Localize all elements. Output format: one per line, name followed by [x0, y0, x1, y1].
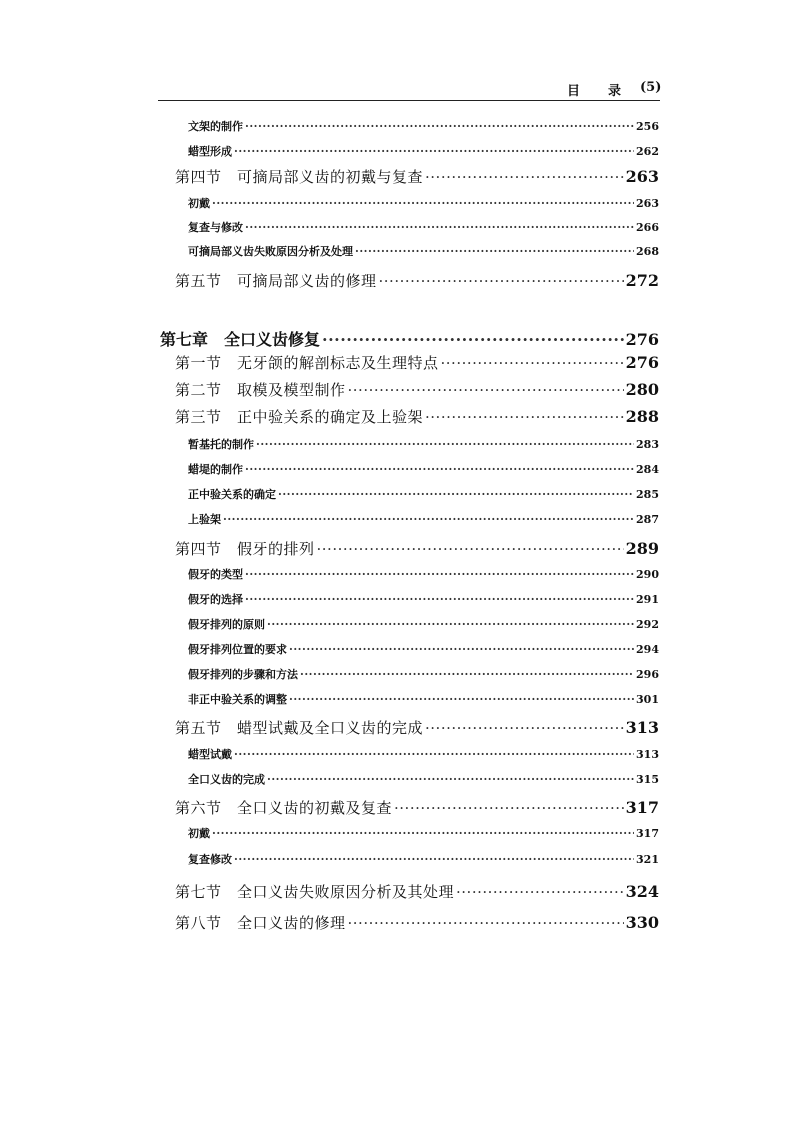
- toc-subsection-entry: [188, 566, 659, 582]
- toc-entry-title: 复查与修改: [188, 221, 243, 234]
- toc-entry-title: 上验架: [188, 513, 221, 526]
- toc-dot-leader: [348, 381, 624, 399]
- toc-dot-leader: [394, 799, 624, 817]
- toc-section-entry: [175, 270, 659, 291]
- toc-subsection-entry: [188, 143, 659, 159]
- toc-subsection-entry: [188, 616, 659, 632]
- toc-entry-page-number: 321: [636, 853, 659, 866]
- toc-entry-title: 第二节 取模及模型制作: [175, 381, 346, 399]
- toc-subsection-entry: [188, 825, 659, 841]
- toc-dot-leader: [355, 245, 634, 258]
- toc-entry-title: 假牙排列的步骤和方法: [188, 668, 298, 681]
- toc-entry-page-number: 296: [636, 668, 659, 681]
- toc-entry-title: 全口义齿的完成: [188, 773, 265, 786]
- toc-entry-page-number: 287: [636, 513, 659, 526]
- toc-entry-page-number: 285: [636, 488, 659, 501]
- toc-entry-title: 正中验关系的确定: [188, 488, 276, 501]
- toc-entry-page-number: 263: [625, 167, 659, 186]
- toc-entry-page-number: 301: [636, 693, 659, 706]
- toc-dot-leader: [379, 272, 624, 290]
- toc-subsection-entry: [188, 195, 659, 211]
- toc-entry-title: 蜡型试戴: [188, 748, 232, 761]
- toc-dot-leader: [223, 513, 634, 526]
- toc-dot-leader: [278, 488, 634, 501]
- toc-entry-page-number: 272: [625, 271, 659, 290]
- toc-entry-page-number: 288: [625, 407, 659, 426]
- toc-entry-title: 第三节 正中验关系的确定及上验架: [175, 408, 424, 426]
- toc-entry-page-number: 290: [636, 568, 659, 581]
- toc-dot-leader: [456, 883, 624, 901]
- toc-entry-page-number: 294: [636, 643, 659, 656]
- toc-dot-leader: [267, 618, 634, 631]
- toc-entry-page-number: 292: [636, 618, 659, 631]
- toc-section-entry: [175, 166, 659, 187]
- toc-entry-page-number: 313: [625, 718, 659, 737]
- toc-entry-page-number: 280: [625, 380, 659, 399]
- toc-entry-title: 假牙的选择: [188, 593, 243, 606]
- toc-subsection-entry: [188, 486, 659, 502]
- toc-section-entry: [175, 379, 659, 400]
- toc-entry-page-number: 317: [625, 798, 659, 817]
- toc-entry-page-number: 289: [625, 539, 659, 558]
- toc-entry-title: 第五节 可摘局部义齿的修理: [175, 272, 377, 290]
- toc-dot-leader: [245, 120, 634, 133]
- toc-entry-page-number: 262: [636, 145, 659, 158]
- toc-entry-page-number: 291: [636, 593, 659, 606]
- toc-section-entry: [175, 406, 659, 427]
- toc-subsection-entry: [188, 243, 659, 259]
- toc-section-entry: [175, 352, 659, 373]
- toc-entry-title: 第一节 无牙颌的解剖标志及生理特点: [175, 354, 439, 372]
- toc-entry-page-number: 313: [636, 748, 659, 761]
- toc-dot-leader: [289, 643, 634, 656]
- toc-dot-leader: [441, 354, 624, 372]
- toc-subsection-entry: [188, 641, 659, 657]
- toc-subsection-entry: [188, 666, 659, 682]
- toc-dot-leader: [245, 568, 634, 581]
- toc-entry-page-number: 324: [625, 882, 659, 901]
- toc-section-entry: [175, 538, 659, 559]
- toc-subsection-entry: [188, 691, 659, 707]
- toc-dot-leader: [212, 827, 634, 840]
- toc-entry-title: 第六节 全口义齿的初戴及复查: [175, 799, 393, 817]
- toc-subsection-entry: [188, 511, 659, 527]
- toc-dot-leader: [245, 593, 634, 606]
- toc-subsection-entry: [188, 591, 659, 607]
- toc-entry-page-number: 268: [636, 245, 659, 258]
- toc-entry-title: 文架的制作: [188, 120, 243, 133]
- toc-dot-leader: [245, 221, 634, 234]
- toc-entry-page-number: 315: [636, 773, 659, 786]
- toc-entry-title: 假牙排列的原则: [188, 618, 265, 631]
- toc-entry-title: 复查修改: [188, 853, 232, 866]
- toc-subsection-entry: [188, 436, 659, 452]
- toc-entry-title: 第七节 全口义齿失败原因分析及其处理: [175, 883, 455, 901]
- toc-chapter-entry: [160, 327, 659, 350]
- toc-dot-leader: [289, 693, 634, 706]
- header-label: 目: [567, 84, 581, 99]
- toc-subsection-entry: [188, 118, 659, 134]
- toc-entry-title: 可摘局部义齿失败原因分析及处理: [188, 245, 353, 258]
- toc-entry-title: 假牙的类型: [188, 568, 243, 581]
- toc-section-entry: [175, 717, 659, 738]
- toc-dot-leader: [322, 330, 624, 349]
- toc-subsection-entry: [188, 746, 659, 762]
- toc-entry-page-number: 283: [636, 438, 659, 451]
- toc-entry-page-number: 276: [625, 353, 659, 372]
- toc-entry-page-number: 256: [636, 120, 659, 133]
- toc-entry-page-number: 266: [636, 221, 659, 234]
- toc-dot-leader: [425, 168, 624, 186]
- toc-dot-leader: [234, 145, 634, 158]
- toc-entry-title: 非正中验关系的调整: [188, 693, 287, 706]
- toc-dot-leader: [348, 914, 624, 932]
- toc-dot-leader: [300, 668, 634, 681]
- header-label: 录: [608, 84, 622, 99]
- toc-entry-page-number: 284: [636, 463, 659, 476]
- toc-dot-leader: [234, 853, 634, 866]
- toc-entry-title: 第四节 假牙的排列: [175, 540, 315, 558]
- toc-dot-leader: [245, 463, 634, 476]
- toc-entry-title: 第五节 蜡型试戴及全口义齿的完成: [175, 719, 424, 737]
- toc-entry-title: 第七章 全口义齿修复: [160, 330, 321, 349]
- toc-entry-title: 蜡型形成: [188, 145, 232, 158]
- toc-dot-leader: [256, 438, 634, 451]
- toc-entry-title: 初戴: [188, 197, 210, 210]
- toc-entry-title: 暂基托的制作: [188, 438, 254, 451]
- toc-dot-leader: [425, 719, 624, 737]
- toc-dot-leader: [267, 773, 634, 786]
- toc-entry-title: 第四节 可摘局部义齿的初戴与复查: [175, 168, 424, 186]
- toc-entry-page-number: 317: [636, 827, 659, 840]
- toc-entry-title: 假牙排列位置的要求: [188, 643, 287, 656]
- toc-entry-title: 第八节 全口义齿的修理: [175, 914, 346, 932]
- toc-subsection-entry: [188, 851, 659, 867]
- header-page-number: (5): [640, 80, 662, 95]
- toc-dot-leader: [234, 748, 634, 761]
- toc-section-entry: [175, 881, 659, 902]
- toc-dot-leader: [425, 408, 624, 426]
- toc-subsection-entry: [188, 771, 659, 787]
- toc-entry-title: 初戴: [188, 827, 210, 840]
- toc-section-entry: [175, 912, 659, 933]
- toc-subsection-entry: [188, 461, 659, 477]
- toc-dot-leader: [317, 540, 624, 558]
- toc-subsection-entry: [188, 219, 659, 235]
- toc-entry-page-number: 330: [625, 913, 659, 932]
- toc-section-entry: [175, 797, 659, 818]
- toc-entry-page-number: 263: [636, 197, 659, 210]
- toc-entry-page-number: 276: [625, 330, 659, 349]
- toc-dot-leader: [212, 197, 634, 210]
- toc-entry-title: 蜡堤的制作: [188, 463, 243, 476]
